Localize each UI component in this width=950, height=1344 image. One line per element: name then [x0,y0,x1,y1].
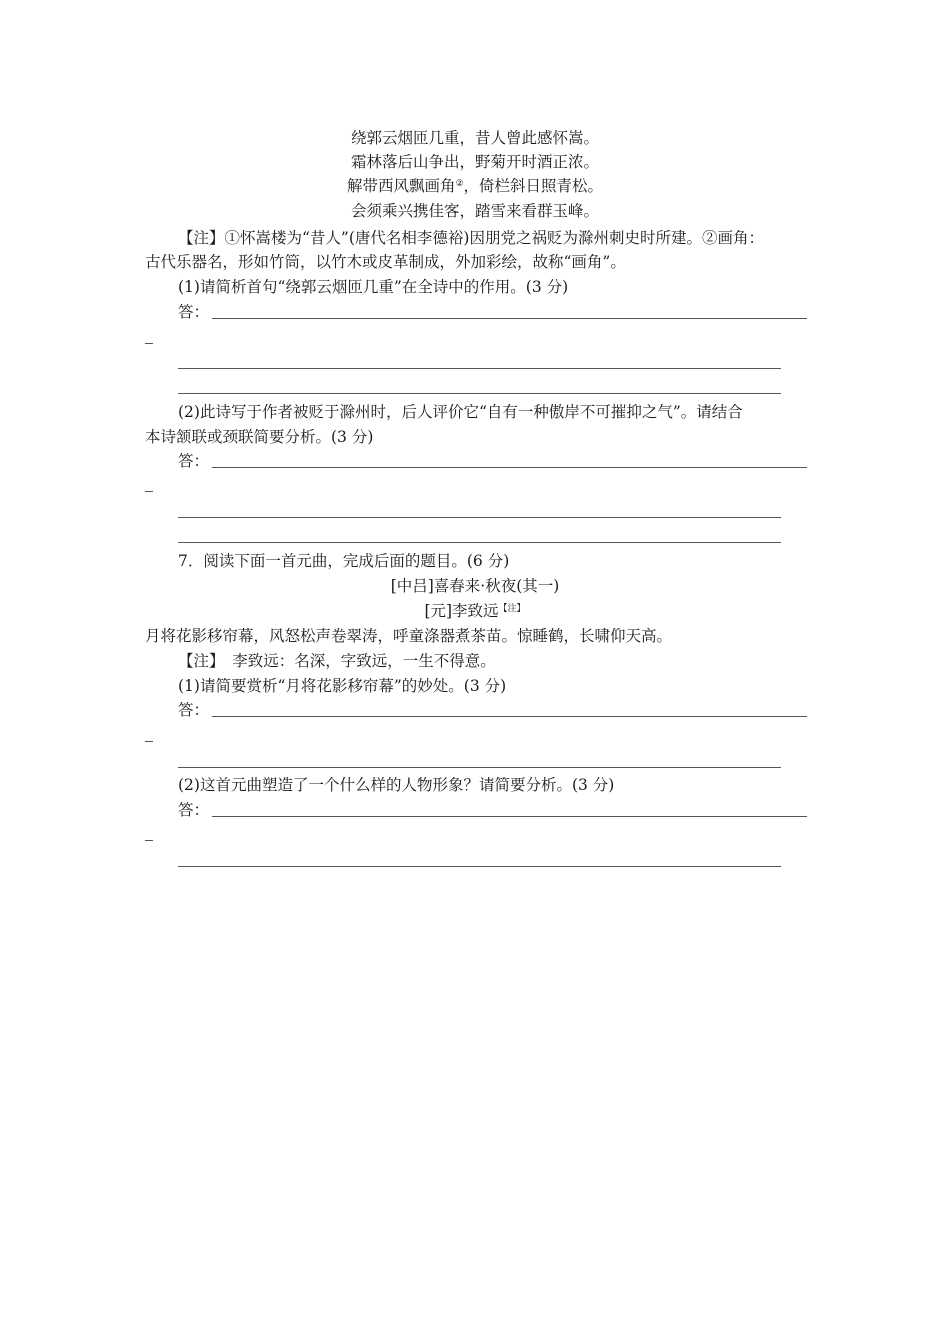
question-6-2-line-1: (2)此诗写于作者被贬于滁州时，后人评价它“自有一种傲岸不可摧抑之气”。请结合 [178,403,743,421]
answer-label: 答： [178,452,210,470]
question-7-intro: 7．阅读下面一首元曲，完成后面的题目。(6 分) [178,552,510,570]
poem-line-1: 绕郭云烟匝几重，昔人曾此感怀嵩。 [350,129,599,147]
answer-label: 答： [178,701,210,719]
footnote-mark: ② [455,179,464,189]
dash-mark [145,491,153,492]
qu-title: [中吕]喜春来·秋夜(其一) [390,577,560,595]
qu-author [0,600,950,622]
poem-line-3-a: 解带西风飘画角 [346,177,456,195]
dash-mark [145,343,153,344]
answer-line[interactable] [178,517,781,518]
answer-label: 答： [178,303,210,321]
qu-author-name: [元]李致远 [424,602,499,620]
answer-line[interactable] [212,716,807,717]
poem-note-line-2: 古代乐器名，形如竹筒，以竹木或皮革制成，外加彩绘，故称“画角”。 [145,253,626,271]
dash-mark [145,741,153,742]
poem-line-4: 会须乘兴携佳客，踏雪来看群玉峰。 [350,202,599,220]
question-6-1: (1)请简析首句“绕郭云烟匝几重”在全诗中的作用。(3 分) [178,278,569,296]
poem-line-3-b: ，倚栏斜日照青松。 [463,177,604,195]
answer-label: 答： [178,801,210,819]
question-6-2-line-2: 本诗颔联或颈联简要分析。(3 分) [145,428,374,446]
dash-mark [145,840,153,841]
poem-line-2: 霜林落后山争出，野菊开时酒正浓。 [350,153,599,171]
question-7-2: (2)这首元曲塑造了一个什么样的人物形象？请简要分析。(3 分) [178,776,615,794]
qu-note: 【注】 李致远：名深，字致远，一生不得意。 [178,652,496,670]
question-7-1: (1)请简要赏析“月将花影移帘幕”的妙处。(3 分) [178,677,507,695]
poem-note-line-1: 【注】①怀嵩楼为“昔人”(唐代名相李德裕)因朋党之祸贬为滁州刺史时所建。②画角： [178,229,764,247]
answer-line[interactable] [178,368,781,369]
author-note-mark: 【注】 [498,604,526,614]
answer-line[interactable] [178,866,781,867]
answer-line[interactable] [212,816,807,817]
answer-line[interactable] [212,467,807,468]
answer-line[interactable] [178,542,781,543]
qu-text: 月将花影移帘幕，风怒松声卷翠涛，呼童涤器煮茶苗。惊睡鹤，长啸仰天高。 [145,627,673,645]
answer-line[interactable] [178,767,781,768]
answer-line[interactable] [212,318,807,319]
poem-line-3 [0,175,950,197]
answer-line[interactable] [178,393,781,394]
